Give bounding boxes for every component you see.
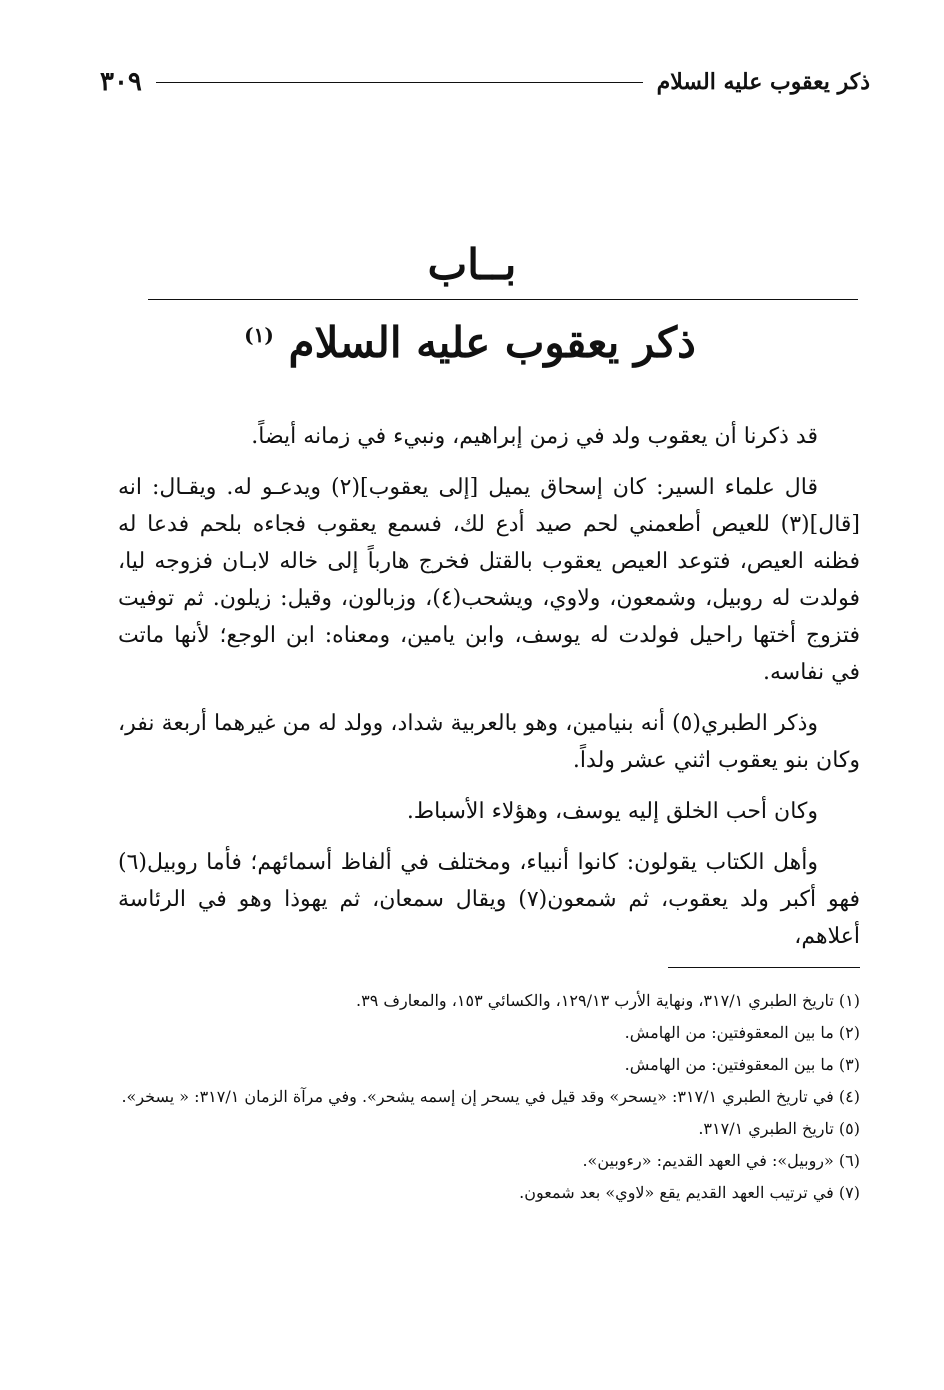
footnotes xyxy=(100,985,860,1209)
chapter-label: بــاب xyxy=(427,240,517,289)
paragraph: قد ذكرنا أن يعقوب ولد في زمن إبراهيم، ونبيء في زمانه أيضاً. xyxy=(251,424,818,449)
running-title: ذكر يعقوب عليه السلام xyxy=(656,69,870,95)
footnote-rule xyxy=(668,967,860,968)
chapter-title-text: ذكر يعقوب عليه السلام xyxy=(288,318,696,367)
footnote: (١) تاريخ الطبري ٣١٧/١، ونهاية الأرب ١٢٩/١٣، والكسائي ١٥٣، والمعارف ٣٩. xyxy=(356,991,860,1010)
paragraph: وذكر الطبري(٥) أنه بنيامين، وهو بالعربية شداد، وولد له من غيرهما أربعة نفر، وكان بنو يعقوب اثني عشر ولداً. xyxy=(118,711,860,773)
footnote: (٣) ما بين المعقوفتين: من الهامش. xyxy=(624,1055,860,1074)
paragraph: قال علماء السير: كان إسحاق يميل [إلى يعقوب](٢) ويدعـو له. ويقـال: انه [قال](٣) للعيص أطعمني لحم صيد أدع لك، فسمع يعقوب فجاءه بلحم فدعا له فظنه العيص، فتوعد العيص يعقوب بالقتل فخرج هارباً إلى خاله لابـان فزوجه ليا، فولدت له روبيل، وشمعون، ولاوي، ويشحب(٤)، وزبالون، وقيل: زيلون. ثم توفيت فتزوج أختها راحيل فولدت له يوسف، وابن يامين، ومعناه: ابن الوجع؛ لأنها ماتت في نفاسه. xyxy=(118,475,860,685)
footnote: (٥) تاريخ الطبري ٣١٧/١. xyxy=(698,1119,860,1138)
footnote: (٤) في تاريخ الطبري ٣١٧/١: «يسحر» وقد قيل في يسحر إن إسمه يشحر». وفي مرآة الزمان ٣١٧/١: « يسخر». xyxy=(121,1087,860,1106)
main-text xyxy=(118,418,860,969)
paragraph: وكان أحب الخلق إليه يوسف، وهؤلاء الأسباط. xyxy=(406,799,818,824)
running-header xyxy=(100,62,870,102)
footnote: (٢) ما بين المعقوفتين: من الهامش. xyxy=(624,1023,860,1042)
footnote: (٦) «روبيل»: في العهد القديم: «رءوبين». xyxy=(582,1151,860,1170)
chapter-title-note: (١) xyxy=(244,323,274,347)
chapter-title xyxy=(200,300,740,378)
page-number: ٣٠٩ xyxy=(100,67,142,97)
footnote: (٧) في ترتيب العهد القديم يقع «لاوي» بعد شمعون. xyxy=(519,1183,860,1202)
paragraph: وأهل الكتاب يقولون: كانوا أنبياء، ومختلف في ألفاظ أسمائهم؛ فأما روبيل(٦) فهو أكبر ولد يعقوب، ثم شمعون(٧) ويقال سمعان، ثم يهوذا وهو في الرئاسة أعلاهم، xyxy=(118,850,860,949)
header-rule xyxy=(156,82,643,83)
